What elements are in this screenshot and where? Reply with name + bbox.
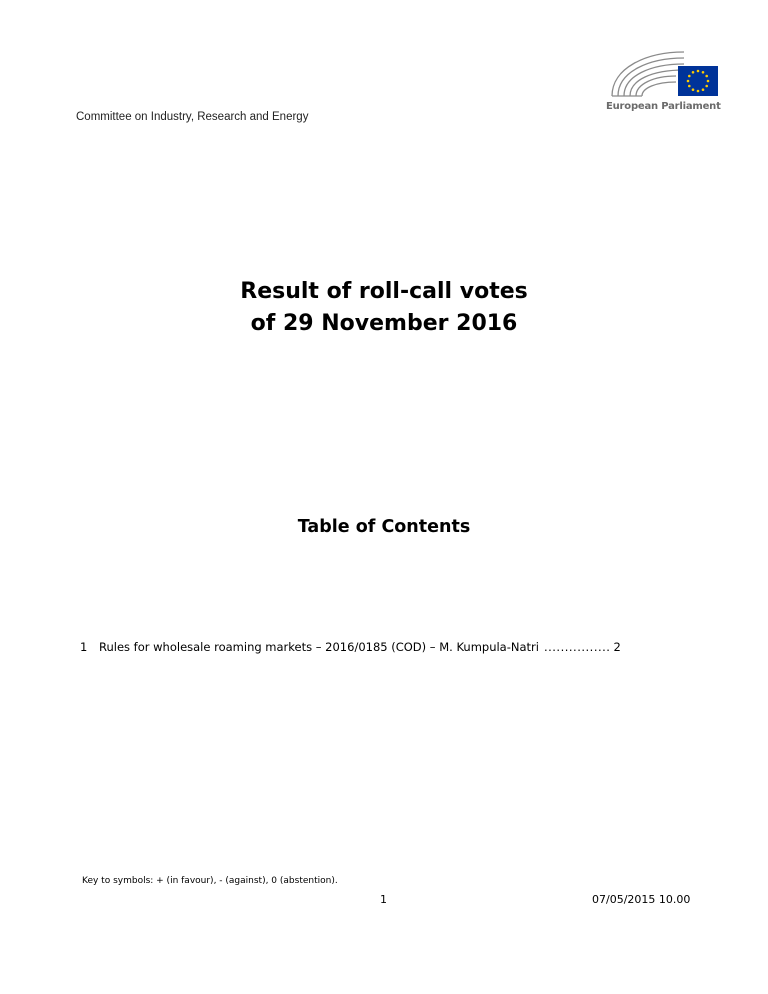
european-parliament-logo: [606, 46, 721, 118]
date-stamp: 07/05/2015 10.00: [592, 893, 691, 906]
logo-label: European Parliament: [606, 101, 721, 112]
toc-entry-page[interactable]: 2: [613, 640, 621, 654]
title-line-1: Result of roll-call votes: [240, 279, 528, 304]
page-number: 1: [380, 893, 387, 906]
committee-name: Committee on Industry, Research and Energy: [76, 111, 309, 123]
symbol-key: Key to symbols: + (in favour), - (against), 0 (abstention).: [82, 876, 338, 886]
toc-entry-leader: ................: [543, 640, 611, 654]
toc-heading: Table of Contents: [297, 517, 471, 537]
toc-entry[interactable]: [80, 640, 680, 654]
title-line-2: of 29 November 2016: [250, 311, 518, 336]
document-title: [0, 276, 768, 340]
toc-entry-number: 1: [80, 640, 88, 654]
hemicycle-logo-icon: [606, 46, 718, 98]
toc-entry-text[interactable]: Rules for wholesale roaming markets – 2016/0185 (COD) – M. Kumpula-Natri: [99, 640, 539, 654]
